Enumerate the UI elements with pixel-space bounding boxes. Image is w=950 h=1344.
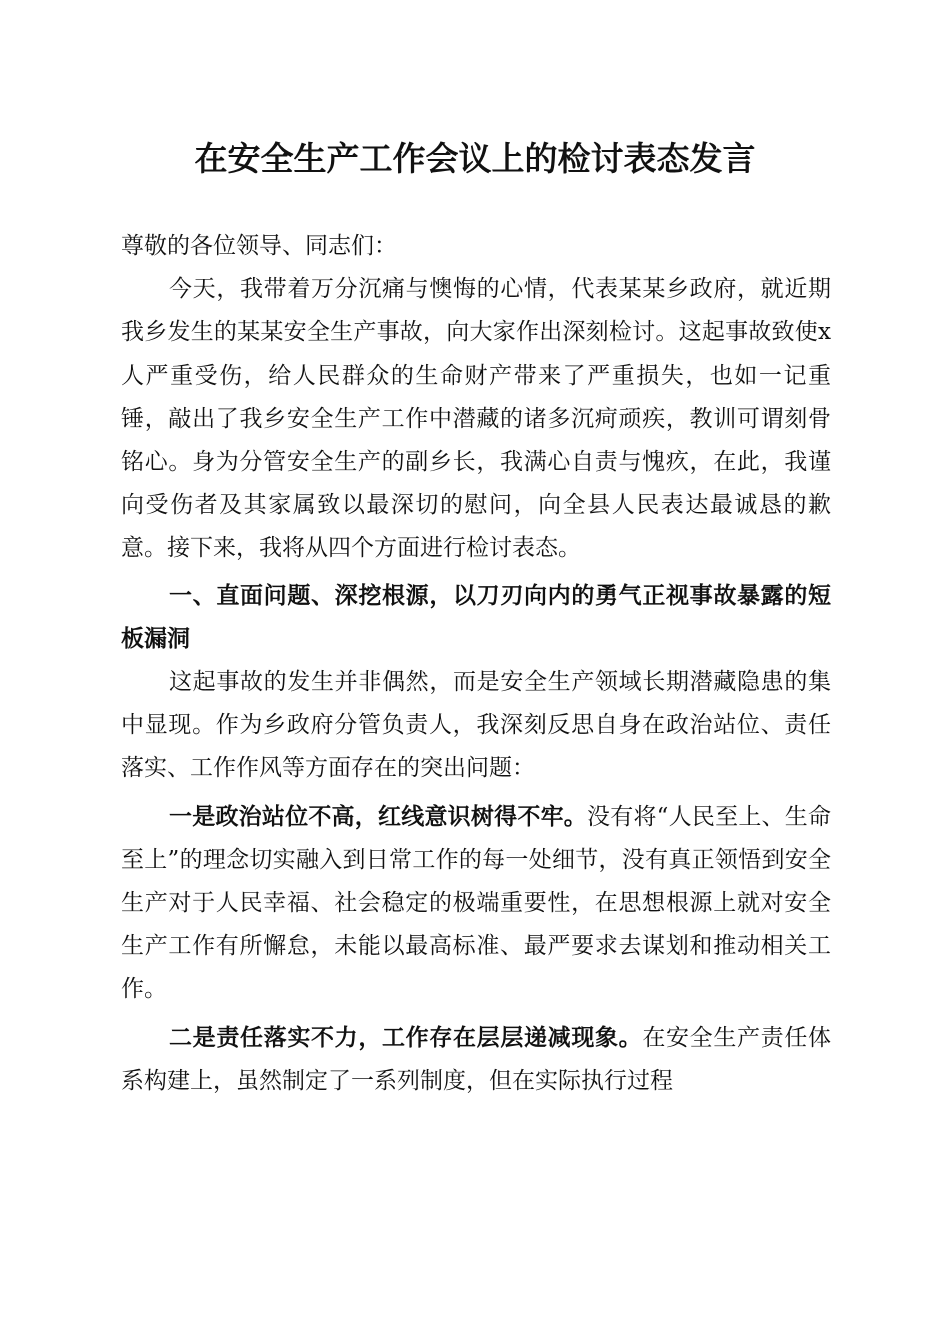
- point-2-paragraph: [121, 1016, 831, 1103]
- point-1-text: 没有将“人民至上、生命至上”的理念切实融入到日常工作的每一处细节，没有真正领悟到安全生产对于人民幸福、社会稳定的极端重要性，在思想根源上就对安全生产工作有所懈怠，未能以最高标准、最严要求去谋划和推动相关工作。: [121, 803, 832, 1003]
- point-2-lead: 二是责任落实不力，工作存在层层递减现象。: [169, 1023, 643, 1051]
- document-body: [121, 225, 831, 1103]
- section-1-heading: 一、直面问题、深挖根源，以刀刃向内的勇气正视事故暴露的短板漏洞: [121, 582, 831, 652]
- salutation: 尊敬的各位领导、同志们：: [121, 233, 397, 259]
- point-1-paragraph: [121, 795, 831, 1012]
- point-1-lead: 一是政治站位不高，红线意识树得不牢。: [169, 802, 588, 830]
- point-2-text: 在安全生产责任体系构建上，虽然制定了一系列制度，但在实际执行过程: [121, 1024, 832, 1094]
- section-1-intro-paragraph: 这起事故的发生并非偶然，而是安全生产领域长期潜藏隐患的集中显现。作为乡政府分管负责人，我深刻反思自身在政治站位、责任落实、工作作风等方面存在的突出问题：: [121, 669, 831, 782]
- document-title: 在安全生产工作会议上的检讨表态发言: [194, 139, 756, 178]
- intro-paragraph: 今天，我带着万分沉痛与懊悔的心情，代表某某乡政府，就近期我乡发生的某某安全生产事故，向大家作出深刻检讨。这起事故致使x人严重受伤，给人民群众的生命财产带来了严重损失，也如一记重锤，敲出了我乡安全生产工作中潜藏的诸多沉疴顽疾，教训可谓刻骨铭心。身为分管安全生产的副乡长，我满心自责与愧疚，在此，我谨向受伤者及其家属致以最深切的慰问，向全县人民表达最诚恳的歉意。接下来，我将从四个方面进行检讨表态。: [121, 276, 831, 562]
